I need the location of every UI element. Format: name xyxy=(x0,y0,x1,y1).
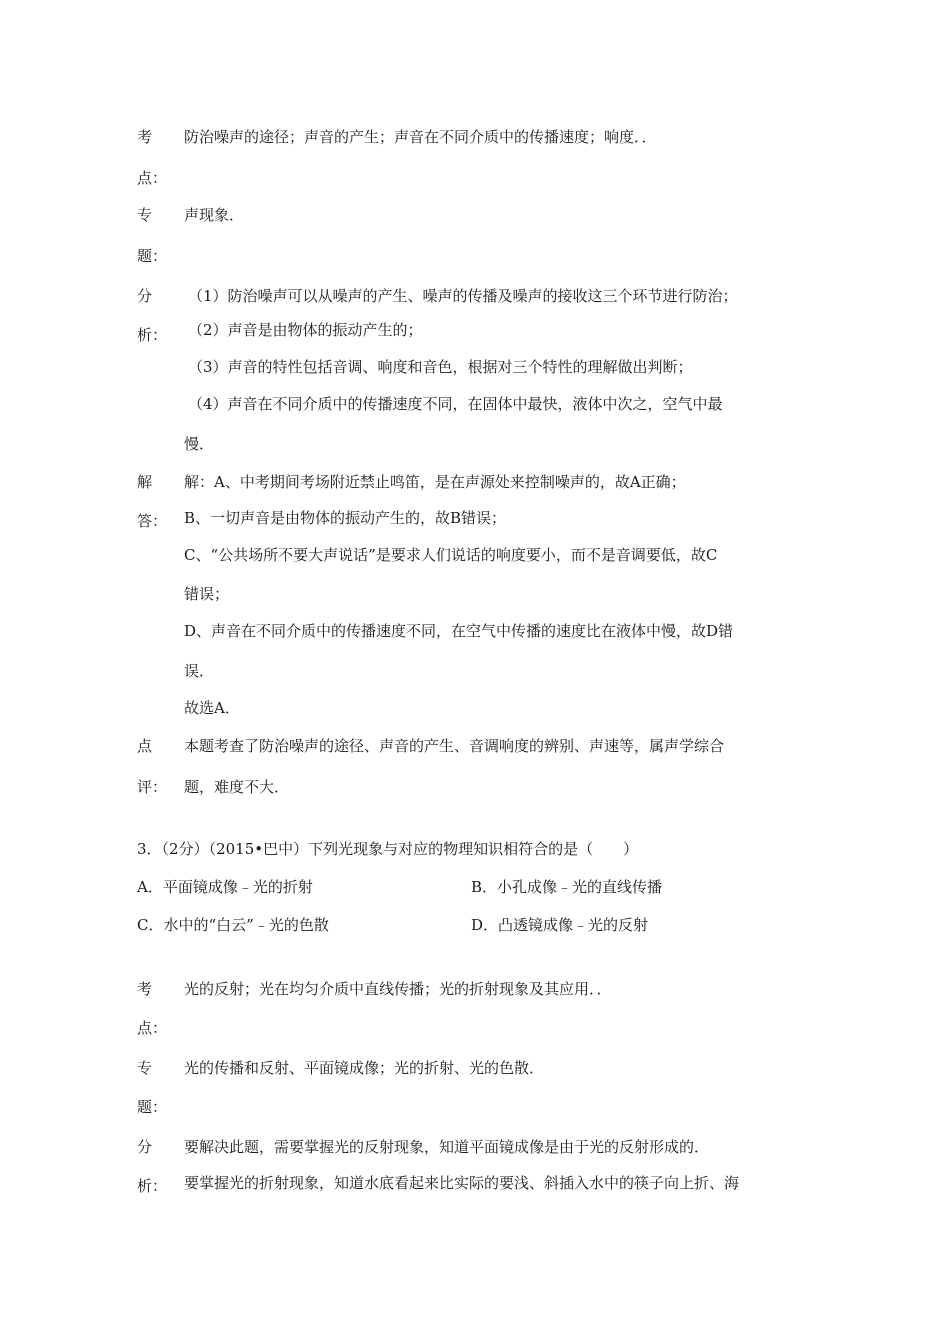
jieda-line-1: 解：A、中考期间考场附近禁止鸣笛，是在声源处来控制噪声的，故A正确； xyxy=(184,473,686,491)
jieda-line-7: 故选A． xyxy=(184,699,240,717)
dianping-label-1: 点 xyxy=(137,737,153,755)
fenxi-line-1: （1）防治噪声可以从噪声的产生、噪声的传播及噪声的接收这三个环节进行防治； xyxy=(188,287,738,305)
q3-zhuanti-text: 光的传播和反射、平面镜成像；光的折射、光的色散． xyxy=(184,1059,545,1077)
fenxi-line-4: （4）声音在不同介质中的传播速度不同，在固体中最快，液体中次之，空气中最 xyxy=(188,395,723,413)
zhuanti-text: 声现象． xyxy=(184,206,245,224)
jieda-line-2: B、一切声音是由物体的振动产生的，故B错误； xyxy=(184,509,507,527)
q3-kaodian-text: 光的反射；光在均匀介质中直线传播；光的折射现象及其应用．． xyxy=(184,980,612,998)
q3-option-a: A．平面镜成像﹣光的折射 xyxy=(137,878,313,896)
jieda-line-5: D、声音在不同介质中的传播速度不同，在空气中传播的速度比在液体中慢，故D错 xyxy=(184,622,734,640)
dianping-label-2: 评： xyxy=(137,778,168,796)
fenxi-line-5: 慢． xyxy=(184,435,215,453)
q3-stem: 3．（2分）（2015•巴中）下列光现象与对应的物理知识相符合的是（ ） xyxy=(137,840,639,858)
q3-kaodian-label-1: 考 xyxy=(137,980,153,998)
q3-fenxi-line-2: 要掌握光的折射现象，知道水底看起来比实际的要浅、斜插入水中的筷子向上折、海 xyxy=(184,1174,740,1192)
kaodian-label-2: 点： xyxy=(137,169,168,187)
q3-option-c: C．水中的“白云”﹣光的色散 xyxy=(137,916,329,934)
q3-zhuanti-label-2: 题： xyxy=(137,1098,168,1116)
dianping-line-1: 本题考查了防治噪声的途径、声音的产生、音调响度的辨别、声速等，属声学综合 xyxy=(184,737,725,755)
jieda-label-1: 解 xyxy=(137,473,153,491)
q3-option-b: B．小孔成像﹣光的直线传播 xyxy=(471,878,663,896)
q3-fenxi-label-2: 析： xyxy=(137,1177,168,1195)
dianping-line-2: 题，难度不大． xyxy=(184,778,290,796)
jieda-line-3: C、“公共场所不要大声说话”是要求人们说话的响度要小，而不是音调要低，故C xyxy=(184,546,718,564)
fenxi-label-1: 分 xyxy=(137,287,153,305)
q3-zhuanti-label-1: 专 xyxy=(137,1059,153,1077)
fenxi-line-3: （3）声音的特性包括音调、响度和音色，根据对三个特性的理解做出判断； xyxy=(188,358,693,376)
jieda-line-4: 错误； xyxy=(184,585,230,603)
jieda-label-2: 答： xyxy=(137,512,168,530)
kaodian-text: 防治噪声的途径；声音的产生；声音在不同介质中的传播速度；响度．． xyxy=(184,128,657,146)
zhuanti-label-2: 题： xyxy=(137,247,168,265)
q3-kaodian-label-2: 点： xyxy=(137,1019,168,1037)
fenxi-label-2: 析： xyxy=(137,326,168,344)
q3-fenxi-label-1: 分 xyxy=(137,1138,153,1156)
q3-option-d: D．凸透镜成像﹣光的反射 xyxy=(471,916,649,934)
fenxi-line-2: （2）声音是由物体的振动产生的； xyxy=(188,321,423,339)
jieda-line-6: 误． xyxy=(184,662,215,680)
kaodian-label-1: 考 xyxy=(137,128,153,146)
zhuanti-label-1: 专 xyxy=(137,206,153,224)
q3-fenxi-line-1: 要解决此题，需要掌握光的反射现象，知道平面镜成像是由于光的反射形成的． xyxy=(184,1138,710,1156)
